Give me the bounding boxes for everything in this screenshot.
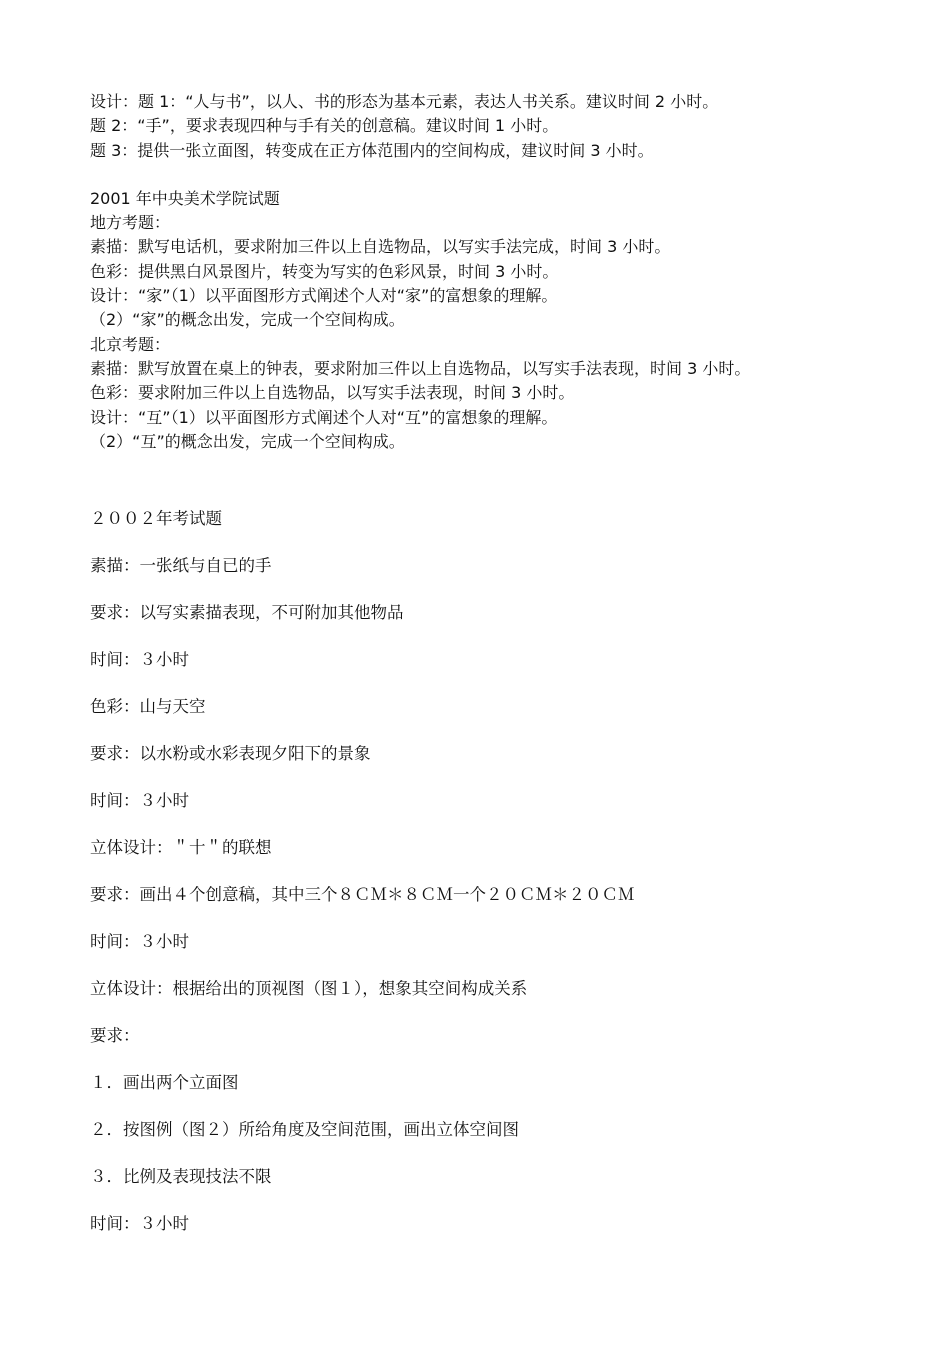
sketch-requirement: 要求：以写实素描表现，不可附加其他物品 [90,603,404,622]
sketch-topic: 素描：一张纸与自已的手 [90,556,272,575]
design-cross-time: 时间：３小时 [90,932,189,951]
design-topic-1: 设计：题 1：“人与书”，以人、书的形态为基本元素，表达人书关系。建议时间 2 小时。 [90,92,719,111]
sketch-time: 时间：３小时 [90,650,189,669]
design-top-view-time: 时间：３小时 [90,1214,189,1233]
exam-notes-2000-2001 [90,90,850,454]
exam-notes-2002 [90,505,850,1257]
section-heading-2002: ２００２年考试题 [90,509,222,528]
local-design-task: 设计：“家”（1）以平面图形方式阐述个人对“家”的富想象的理解。 [90,286,558,306]
beijing-design-task: 设计：“互”（1）以平面图形方式阐述个人对“互”的富想象的理解。 [90,407,558,427]
design-topic-top-view: 立体设计：根据给出的顶视图（图１），想象其空间构成关系 [90,979,528,998]
local-sketch-task: 素描：默写电话机，要求附加三件以上自选物品，以写实手法完成，时间 3 小时。 [90,237,671,257]
requirement-item-3: ３．比例及表现技法不限 [90,1167,272,1186]
requirement-item-2: ２．按图例（图２）所给角度及空间范围，画出立体空间图 [90,1120,519,1139]
paragraph-gap [90,163,850,187]
requirement-item-1: １．画出两个立面图 [90,1073,239,1092]
local-design-task-part-2: （2）“家”的概念出发，完成一个空间构成。 [90,310,405,330]
color-topic: 色彩：山与天空 [90,697,206,716]
local-exam-heading: 地方考题： [90,213,171,233]
design-topic-3: 题 3：提供一张立面图，转变成在正方体范围内的空间构成，建议时间 3 小时。 [90,140,654,160]
design-topic-2: 题 2：“手”，要求表现四种与手有关的创意稿。建议时间 1 小时。 [90,116,559,136]
beijing-sketch-task: 素描：默写放置在桌上的钟表，要求附加三件以上自选物品，以写实手法表现，时间 3 小时。 [90,358,751,378]
beijing-design-task-part-2: （2）“互”的概念出发，完成一个空间构成。 [90,431,405,451]
color-requirement: 要求：以水粉或水彩表现夕阳下的景象 [90,744,371,763]
design-topic-cross: 立体设计：＂十＂的联想 [90,838,272,857]
beijing-color-task: 色彩：要求附加三件以上自选物品，以写实手法表现，时间 3 小时。 [90,383,575,403]
section-heading-2001: 2001 年中央美术学院试题 [90,188,280,208]
color-time: 时间：３小时 [90,791,189,810]
design-cross-requirement: 要求：画出４个创意稿，其中三个８ＣＭ＊８ＣＭ一个２０ＣＭ＊２０ＣＭ [90,885,635,904]
local-color-task: 色彩：提供黑白风景图片，转变为写实的色彩风景，时间 3 小时。 [90,261,559,281]
design-top-view-requirement-heading: 要求： [90,1026,140,1045]
beijing-exam-heading: 北京考题： [90,334,171,354]
